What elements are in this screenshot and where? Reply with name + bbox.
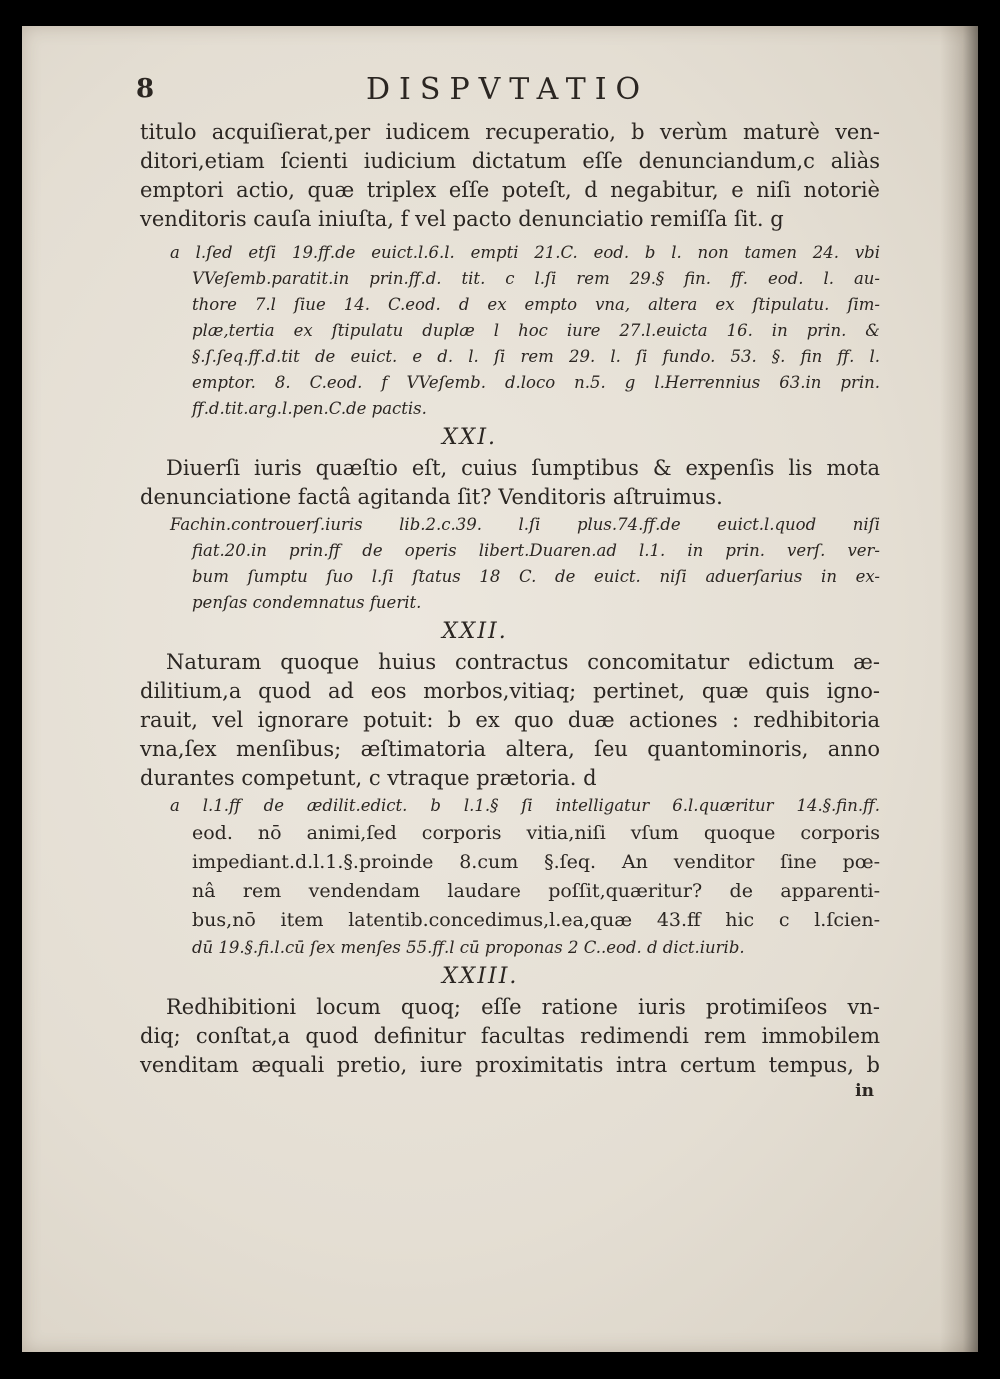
footnote-line: VVeſemb.paratit.in prin.ff.d. tit. c l.ſi rem 29.§ fin. ff. eod. l. au- [192, 269, 880, 288]
footnote-line: bum ſumptu ſuo l.ſi ſtatus 18 C. de euict. niſi aduerſarius in ex- [192, 567, 880, 586]
section-21-notes [140, 512, 880, 616]
section-heading: XXI. [442, 425, 498, 450]
text-line: Diuerſi iuris quæſtio eſt, cuius ſumptibus & expenſis lis mota [166, 456, 880, 480]
text-block [136, 72, 880, 1102]
section-23-paragraph [140, 993, 880, 1080]
footnote-line: plæ,tertia ex ſtipulatu duplæ l hoc iure 27.l.euicta 16. in prin. & [192, 321, 880, 340]
footnote-line: a l.1.ff de ædilit.edict. b l.1.§ ſi intelligatur 6.l.quæritur 14.§.fin.ff. [170, 796, 880, 815]
section-heading: XXII. [442, 619, 508, 644]
footnote-line: fiat.20.in prin.ff de operis libert.Duaren.ad l.1. in prin. verſ. ver- [192, 541, 880, 560]
footnote-line: eod. nō animi,ſed corporis vitia,niſi vſum quoque corporis [192, 822, 880, 844]
page-header [136, 72, 880, 118]
text-line: emptori actio, quæ triplex eſſe poteſt, d negabitur, e niſi notoriè [140, 178, 880, 202]
footnote-line: a l.ſed etſi 19.ff.de euict.l.6.l. empti 21.C. eod. b l. non tamen 24. vbi [170, 243, 880, 262]
footnote-line: dū 19.§.fi.l.cū ſex menſes 55.ff.l cū proponas 2 C..eod. d dict.iurib. [192, 938, 745, 957]
footnote-line: §.ſ.ſeq.ff.d.tit de euict. e d. l. ſi rem 29. l. ſi fundo. 53. §. fin ff. l. [192, 347, 880, 366]
text-line: durantes competunt, c vtraque prætoria. d [140, 766, 597, 790]
text-line: venditoris cauſa iniuſta, f vel pacto denunciatio remiſſa ſit. g [140, 207, 784, 231]
text-line: titulo acquiſierat,per iudicem recuperatio, b verùm maturè ven- [140, 120, 880, 144]
section-22-notes [140, 793, 880, 961]
text-line: ditori,etiam ſcienti iudicium dictatum eſſe denunciandum,c aliàs [140, 149, 880, 173]
text-line: rauit, vel ignorare potuit: b ex quo duæ actiones : redhibitoria [140, 708, 880, 732]
text-line: Naturam quoque huius contractus concomitatur edictum æ- [166, 650, 880, 674]
section-22-paragraph [140, 648, 880, 793]
text-line: venditam æquali pretio, iure proximitatis intra certum tempus, b [140, 1053, 880, 1077]
footnote-line: thore 7.l ſiue 14. C.eod. d ex empto vna, altera ex ſtipulatu. ſim- [192, 295, 880, 314]
catchword: in [855, 1081, 874, 1101]
footnote-line: impediant.d.l.1.§.proinde 8.cum §.ſeq. An venditor ſine pœ- [192, 851, 880, 873]
book-page [22, 26, 978, 1352]
text-line: dilitium,a quod ad eos morbos,vitiaq; pertinet, quæ quis igno- [140, 679, 880, 703]
footnote-line: bus,nō item latentib.concedimus,l.ea,quæ 43.ff hic c l.ſcien- [192, 909, 880, 931]
text-line: denunciatione factâ agitanda ſit? Venditoris aſtruimus. [140, 485, 723, 509]
section-heading: XXIII. [442, 964, 519, 989]
footnote-line: Fachin.controuerſ.iuris lib.2.c.39. l.ſi plus.74.ff.de euict.l.quod niſi [170, 515, 880, 534]
footnote-line: ff.d.tit.arg.l.pen.C.de pactis. [192, 399, 427, 418]
section-21-paragraph [140, 454, 880, 512]
text-line: Redhibitioni locum quoq; eſſe ratione iuris protimiſeos vn- [166, 995, 880, 1019]
page-number: 8 [136, 74, 155, 104]
text-line: diq; conſtat,a quod definitur facultas redimendi rem immobilem [140, 1024, 880, 1048]
footnote-line: nâ rem vendendam laudare poſſit,quæritur? de apparenti- [192, 880, 880, 902]
footnote-line: emptor. 8. C.eod. f VVeſemb. d.loco n.5. g l.Herrennius 63.in prin. [192, 373, 880, 392]
footnotes-block [140, 240, 880, 422]
text-line: vna,ſex menſibus; æſtimatoria altera, ſeu quantominoris, anno [140, 737, 880, 761]
running-title: DISPVTATIO [366, 72, 650, 107]
page-gutter-shadow [940, 26, 978, 1352]
opening-paragraph [140, 118, 880, 234]
footnote-line: penſas condemnatus fuerit. [192, 593, 422, 612]
